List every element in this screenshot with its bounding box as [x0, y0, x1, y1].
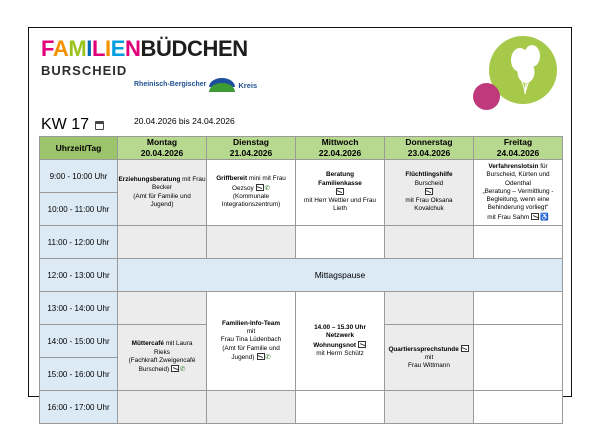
table-row	[40, 226, 563, 259]
mail-icon	[358, 341, 366, 348]
cell-monday-1100	[118, 226, 207, 259]
column-header-time: Uhrzeit/Tag	[40, 137, 118, 160]
cell-friday-verfahrenslotsin: Verfahrenslotsin für Burscheid, Kürten und Odenthal „Beratung – Vermittlung - Begleitung, wenn eine Behinderung vorliegt“ mit Frau Sahm ♿	[474, 160, 563, 226]
cell-tuesday-griffbereit: Griffbereit mini mit Frau Oezsoy ✆ (Kommunale Integrationszentrum)	[207, 160, 296, 226]
calendar-week	[41, 116, 104, 134]
weekly-schedule-sheet	[28, 27, 572, 412]
time-label-1300: 13:00 - 14:00 Uhr	[40, 292, 118, 325]
mail-icon	[425, 188, 433, 195]
kw-label: KW 17	[41, 116, 90, 133]
cell-friday-1400	[474, 325, 563, 391]
cell-tuesday-1100	[207, 226, 296, 259]
time-label-1100: 11:00 - 12:00 Uhr	[40, 226, 118, 259]
table-row	[40, 292, 563, 325]
mail-icon	[171, 365, 179, 372]
time-label-1400: 14:00 - 15:00 Uhr	[40, 325, 118, 358]
cell-thursday-1600	[385, 391, 474, 424]
kreis-logo	[134, 78, 257, 92]
schedule-table	[39, 136, 563, 424]
column-header-wednesday: Mittwoch 22.04.2026	[296, 137, 385, 160]
cell-wednesday-familienkasse: Beratung Familienkasse mit Herr Wettler und Frau Lieth	[296, 160, 385, 226]
cell-monday-1600	[118, 391, 207, 424]
cell-friday-1300	[474, 292, 563, 325]
logo-subtitle: BURSCHEID	[41, 63, 128, 78]
cell-monday-muettercafe: Müttercafé mit Laura Rieks (Fachkraft Zweigencafé Burscheid) ✆	[118, 325, 207, 391]
time-label-1200: 12:00 - 13:00 Uhr	[40, 259, 118, 292]
kreis-logo-text: Rheinisch-Bergischer	[134, 80, 207, 88]
table-row	[40, 391, 563, 424]
cell-thursday-quartierssprechstunde: Quartierssprechstunde mit Frau Wittmann	[385, 325, 474, 391]
mail-icon	[257, 353, 265, 360]
balloon-graphic	[473, 34, 559, 110]
mail-icon	[256, 184, 264, 191]
accessibility-icon: ♿	[539, 213, 549, 221]
phone-icon: ✆	[265, 353, 271, 361]
kreis-arc-icon	[209, 78, 235, 92]
lunch-break-label: Mittagspause	[118, 259, 563, 292]
time-label-1600: 16:00 - 17:00 Uhr	[40, 391, 118, 424]
time-label-0900: 9:00 - 10:00 Uhr	[40, 160, 118, 193]
date-range: 20.04.2026 bis 24.04.2026	[134, 116, 235, 126]
cell-friday-1100	[474, 226, 563, 259]
cell-thursday-fluechtlingshilfe: Flüchtlingshilfe Burscheid mit Frau Oksana Kovalchuk	[385, 160, 474, 226]
mail-icon	[336, 188, 344, 195]
balloons-icon	[473, 34, 559, 110]
phone-icon: ✆	[179, 366, 186, 374]
cell-tuesday-1600	[207, 391, 296, 424]
logo	[41, 38, 248, 78]
kreis-logo-word: Kreis	[238, 80, 258, 90]
table-header-row	[40, 137, 563, 160]
column-header-friday: Freitag 24.04.2026	[474, 137, 563, 160]
cell-tuesday-familien-info-team: Familien-Info-Team mit Frau Tina Lüdenbach (Amt für Familie und Jugend) ✆	[207, 292, 296, 391]
column-header-thursday: Donnerstag 23.04.2026	[385, 137, 474, 160]
time-label-1500: 15:00 - 16:00 Uhr	[40, 358, 118, 391]
calendar-icon	[95, 121, 104, 130]
column-header-monday: Montag 20.04.2026	[118, 137, 207, 160]
cell-thursday-1100	[385, 226, 474, 259]
cell-wednesday-netzwerk-wohnungsnot: 14.00 – 15.30 Uhr Netzwerk Wohnungsnot mit Herrn Schütz	[296, 292, 385, 391]
column-header-tuesday: Dienstag 21.04.2026	[207, 137, 296, 160]
cell-monday-1300	[118, 292, 207, 325]
table-row-lunch	[40, 259, 563, 292]
header	[29, 28, 571, 133]
table-row	[40, 160, 563, 193]
mail-icon	[531, 213, 539, 220]
time-label-1000: 10:00 - 11:00 Uhr	[40, 193, 118, 226]
phone-icon: ✆	[264, 184, 270, 192]
cell-monday-erziehungsberatung: Erziehungsberatung mit Frau Becker (Amt für Familie und Jugend)	[118, 160, 207, 226]
cell-thursday-1300	[385, 292, 474, 325]
mail-icon	[461, 345, 469, 352]
cell-friday-1600	[474, 391, 563, 424]
cell-wednesday-1100	[296, 226, 385, 259]
cell-wednesday-1600	[296, 391, 385, 424]
logo-wordmark: FAMILIENBÜDCHEN	[41, 36, 248, 61]
